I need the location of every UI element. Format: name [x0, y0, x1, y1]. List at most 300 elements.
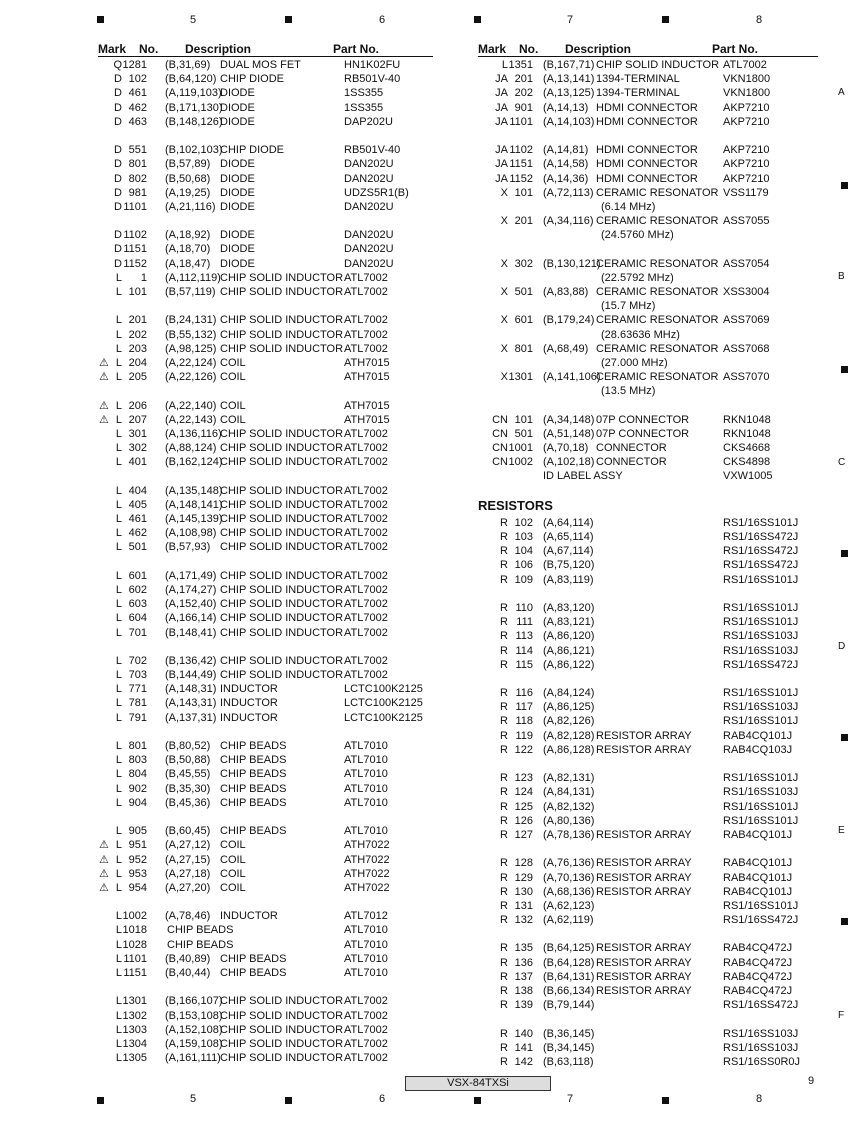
part-code: ATL7010: [344, 782, 388, 795]
part-location: (B,55,132): [165, 328, 217, 341]
part-mark: L: [115, 541, 122, 554]
part-code: 1SS355: [344, 101, 384, 114]
part-location: (A,83,119): [543, 573, 594, 586]
part-description: COIL: [220, 839, 246, 852]
part-mark: L: [115, 867, 122, 880]
parts-row: [478, 370, 818, 384]
part-code: DAP202U: [344, 115, 393, 128]
part-description: CHIP SOLID INDUCTOR: [220, 1037, 344, 1050]
part-location: (A,86,122): [543, 658, 595, 671]
part-code: RKN1048: [723, 413, 771, 426]
part-code: VKN1800: [723, 87, 771, 100]
parts-row: [478, 1041, 818, 1055]
part-location: (B,31,69): [165, 59, 211, 71]
part-code: AKP7210: [723, 144, 770, 157]
registration-mark: [841, 366, 848, 373]
part-code: ATL7002: [344, 527, 388, 540]
part-code: ATL7002: [344, 995, 388, 1008]
part-description: DIODE: [220, 115, 255, 128]
parts-row: [478, 785, 818, 799]
parts-row: [98, 186, 433, 200]
part-code: RS1/16SS472J: [723, 658, 799, 671]
part-location: (A,86,125): [543, 701, 595, 714]
part-location: (B,167,71): [543, 59, 595, 71]
part-code: VXW1005: [723, 470, 773, 483]
part-number: 103: [514, 531, 533, 543]
part-location: (A,14,13): [543, 101, 589, 114]
part-number: 109: [514, 573, 533, 586]
part-mark: R: [500, 545, 508, 558]
part-code: UDZS5R1(B): [344, 186, 409, 199]
parts-row: [98, 257, 433, 271]
part-description: DIODE: [220, 101, 255, 114]
part-description: DIODE: [220, 200, 255, 213]
column-number: 5: [190, 1093, 197, 1105]
part-number: 136: [514, 956, 533, 969]
parts-row: [98, 583, 433, 597]
part-mark: L: [115, 498, 122, 511]
parts-row: [478, 899, 818, 913]
part-code: LCTC100K2125: [344, 711, 423, 724]
part-description: CERAMIC RESONATOR: [596, 215, 719, 228]
part-description: 1394-TERMINAL: [596, 87, 680, 100]
part-description: DIODE: [220, 229, 255, 242]
column-number: 7: [567, 14, 574, 26]
part-mark: L: [115, 711, 122, 724]
part-number: 1305: [122, 1052, 147, 1065]
part-mark: R: [500, 885, 508, 898]
part-code: DAN202U: [344, 257, 394, 270]
part-location: (B,162,124): [165, 456, 223, 469]
part-location: (A,83,120): [543, 601, 595, 614]
parts-row: [478, 356, 818, 370]
part-number: 1018: [122, 924, 147, 937]
part-number: 1151: [123, 967, 147, 979]
part-location: (B,148,41): [165, 626, 217, 639]
part-number: 1002: [122, 910, 147, 923]
part-code: ATL7010: [344, 740, 388, 752]
part-location: (A,34,148): [543, 413, 595, 426]
part-location: (A,112,119): [165, 271, 221, 284]
part-location: (A,70,18): [543, 442, 589, 455]
part-number: 207: [128, 413, 147, 426]
part-number: 1: [140, 271, 147, 284]
part-location: (B,57,89): [165, 158, 211, 171]
part-number: 141: [514, 1041, 533, 1054]
part-code: RAB4CQ101J: [723, 729, 793, 742]
part-description: 1394-TERMINAL: [596, 73, 680, 86]
part-code: ASS7070: [723, 371, 770, 384]
part-number: 140: [514, 1027, 533, 1040]
part-location: (A,27,12): [165, 839, 211, 852]
part-location: (B,130,121): [543, 257, 601, 270]
parts-row: [98, 838, 433, 852]
part-location: (B,102,103): [165, 144, 223, 157]
part-number: 1101: [123, 952, 147, 965]
part-location: (B,64,120): [165, 73, 217, 86]
part-location: (A,84,131): [543, 786, 595, 799]
parts-row: [478, 871, 818, 885]
part-location: (A,161,111): [165, 1052, 221, 1065]
part-description: CHIP SOLID INDUCTOR: [220, 498, 344, 511]
part-number: 110: [515, 601, 533, 614]
part-code: RS1/16SS101J: [723, 616, 799, 629]
part-description: DIODE: [220, 87, 255, 100]
part-mark: L: [115, 356, 122, 369]
parts-row: [98, 739, 433, 753]
part-number: 463: [128, 115, 147, 128]
part-mark: JA: [495, 144, 508, 157]
parts-row: [98, 200, 433, 214]
part-location: (A,68,136): [543, 885, 595, 898]
part-description: RESISTOR ARRAY: [596, 871, 692, 884]
part-mark: R: [500, 715, 508, 728]
parts-row: [98, 271, 433, 285]
row-spacer: [478, 842, 818, 856]
registration-mark: [841, 734, 848, 741]
part-description: RESISTOR ARRAY: [596, 857, 692, 870]
part-number: 1304: [122, 1037, 147, 1050]
part-mark: X: [500, 215, 508, 228]
part-code: RS1/16SS101J: [723, 715, 799, 728]
part-code: RS1/16SS103J: [723, 644, 799, 657]
part-mark: R: [500, 985, 508, 997]
part-code: ATL7002: [344, 484, 388, 497]
part-description: CHIP SOLID INDUCTOR: [220, 1052, 344, 1065]
parts-row: [478, 228, 818, 242]
part-location: (A,70,136): [543, 871, 595, 884]
part-description: DIODE: [220, 186, 255, 199]
parts-row: [478, 615, 818, 629]
part-code: ATL7002: [344, 626, 388, 639]
part-code: HN1K02FU: [344, 59, 401, 71]
table-header: [98, 42, 433, 56]
part-description: CERAMIC RESONATOR: [596, 286, 719, 298]
part-code: ATL7002: [344, 513, 388, 525]
row-spacer: [478, 587, 818, 601]
parts-row: [98, 782, 433, 796]
part-mark: D: [114, 87, 122, 100]
part-code: VSS1179: [723, 186, 769, 199]
part-number: 116: [515, 687, 533, 700]
part-number: 122: [514, 743, 533, 756]
header-description: Description: [185, 42, 252, 56]
part-mark: L: [115, 768, 122, 781]
part-mark: L: [115, 342, 122, 355]
part-mark: JA: [495, 158, 508, 171]
part-number: 102: [514, 516, 533, 529]
parts-row: [478, 644, 818, 658]
parts-row: [98, 597, 433, 611]
part-location: (A,62,119): [543, 914, 594, 927]
parts-row: [478, 544, 818, 558]
part-mark: L: [115, 853, 122, 866]
part-description: COIL: [220, 399, 246, 412]
parts-row: [478, 573, 818, 587]
safety-warning-icon: ⚠: [99, 399, 109, 412]
parts-row: [478, 469, 818, 483]
part-number: 501: [128, 541, 147, 554]
part-number: 1101: [123, 200, 147, 213]
header-description: Description: [565, 42, 632, 56]
part-mark: X: [500, 371, 508, 384]
part-description: RESISTOR ARRAY: [596, 885, 692, 898]
part-mark: L: [115, 654, 122, 667]
part-mark: R: [500, 772, 508, 785]
part-location: (B,45,55): [165, 768, 211, 781]
part-mark: R: [500, 786, 508, 799]
part-description: CHIP BEADS: [220, 952, 287, 965]
row-spacer: [478, 927, 818, 941]
part-mark: L: [115, 796, 122, 809]
part-location: (A,83,121): [543, 616, 595, 629]
part-location: (A,82,131): [543, 772, 595, 785]
right-parts-column: [478, 42, 818, 1069]
part-number: 135: [514, 942, 533, 955]
row-spacer: [478, 757, 818, 771]
part-code: ATL7002: [344, 1009, 388, 1022]
part-description: 07P CONNECTOR: [596, 427, 690, 440]
part-code: RS1/16SS472J: [723, 559, 799, 572]
part-description: HDMI CONNECTOR: [596, 101, 698, 114]
part-mark: R: [500, 1027, 508, 1040]
parts-row: [478, 658, 818, 672]
parts-row: [98, 58, 433, 72]
row-letter: A: [838, 87, 845, 98]
part-code: ATL7002: [344, 583, 388, 596]
part-code: RAB4CQ472J: [723, 956, 793, 969]
part-number: 405: [128, 498, 147, 511]
part-code: AKP7210: [723, 101, 770, 114]
part-location: (B,148,126): [165, 115, 223, 128]
part-mark: L: [115, 371, 122, 384]
part-number: 1001: [508, 442, 533, 455]
part-number: 101: [514, 413, 533, 426]
parts-row: [98, 1051, 433, 1065]
part-mark: R: [500, 687, 508, 700]
part-description: INDUCTOR: [220, 697, 278, 710]
part-mark: JA: [495, 87, 508, 100]
part-code: ATH7015: [344, 356, 390, 369]
part-mark: JA: [495, 73, 508, 86]
parts-row: [98, 938, 433, 952]
part-mark: L: [115, 1037, 122, 1050]
part-description: DUAL MOS FET: [220, 59, 301, 71]
parts-row: [478, 970, 818, 984]
part-location: (A,68,49): [543, 342, 589, 355]
part-description: DIODE: [220, 172, 255, 185]
parts-row: [98, 427, 433, 441]
part-mark: R: [500, 630, 508, 643]
part-number: 801: [514, 342, 533, 355]
part-location: (A,80,136): [543, 814, 595, 827]
part-mark: X: [500, 257, 508, 270]
parts-row: [98, 824, 433, 838]
part-number: 137: [514, 970, 533, 983]
part-code: RS1/16SS101J: [723, 601, 799, 614]
part-number: 461: [128, 513, 147, 525]
part-code: RS1/16SS101J: [723, 814, 799, 827]
part-number: 124: [514, 786, 533, 799]
parts-row: [478, 214, 818, 228]
part-location: (A,14,81): [543, 144, 589, 157]
part-mark: L: [115, 513, 122, 525]
part-number: 201: [128, 314, 147, 327]
parts-row: [98, 143, 433, 157]
part-mark: L: [115, 271, 122, 284]
part-location: (A,19,25): [165, 186, 211, 199]
part-mark: L: [115, 527, 122, 540]
part-location: (A,82,128): [543, 729, 595, 742]
parts-row: [98, 767, 433, 781]
parts-row: [478, 200, 818, 214]
parts-row: [98, 611, 433, 625]
part-code: DAN202U: [344, 158, 394, 171]
part-number: 1028: [122, 938, 147, 951]
part-number: 301: [128, 427, 147, 440]
part-description: CHIP SOLID INDUCTOR: [596, 59, 720, 71]
parts-row: [478, 299, 818, 313]
parts-row: [98, 356, 433, 370]
part-mark: L: [115, 626, 122, 639]
part-number: 123: [514, 772, 533, 785]
part-number: 791: [128, 711, 147, 724]
part-code: RKN1048: [723, 427, 771, 440]
part-code: VKN1800: [723, 73, 771, 86]
part-number: 603: [128, 598, 147, 611]
part-location: (B,50,88): [165, 754, 211, 767]
part-description: CHIP BEADS: [167, 924, 234, 937]
part-mark: L: [115, 952, 122, 965]
part-location: (A,84,124): [543, 687, 595, 700]
part-code: AKP7210: [723, 158, 770, 171]
part-location: (A,27,18): [165, 867, 211, 880]
part-code: ATL7010: [344, 754, 388, 767]
part-description: CHIP BEADS: [220, 768, 287, 781]
part-location: (A,152,108): [165, 1023, 223, 1036]
part-mark: CN: [492, 413, 508, 426]
part-location: (B,64,131): [543, 970, 595, 983]
part-code: RS1/16SS103J: [723, 1041, 799, 1054]
part-number: 302: [514, 257, 533, 270]
safety-warning-icon: ⚠: [99, 867, 109, 880]
part-location: (A,82,126): [543, 715, 595, 728]
part-number: 954: [128, 881, 147, 894]
part-location: (A,27,15): [165, 853, 211, 866]
part-number: 702: [128, 654, 147, 667]
parts-row: [478, 143, 818, 157]
safety-warning-icon: ⚠: [99, 371, 109, 384]
part-location: (A,76,136): [543, 857, 595, 870]
part-number: 951: [128, 839, 147, 852]
part-location: (A,108,98): [165, 527, 217, 540]
part-description: INDUCTOR: [220, 711, 278, 724]
part-description: CHIP BEADS: [220, 782, 287, 795]
part-location: (A,22,140): [165, 399, 217, 412]
part-description: DIODE: [220, 257, 255, 270]
part-location: (A,119,103): [165, 87, 222, 100]
part-mark: R: [500, 701, 508, 714]
part-number: 1002: [508, 456, 533, 469]
part-mark: R: [500, 871, 508, 884]
part-description: (13.5 MHz): [601, 385, 656, 398]
part-mark: Q: [113, 59, 122, 71]
part-code: ASS7068: [723, 342, 770, 355]
part-code: ATL7002: [344, 427, 388, 440]
parts-row: [98, 370, 433, 384]
part-code: RS1/16SS472J: [723, 999, 799, 1012]
parts-row: [478, 313, 818, 327]
column-number: 8: [756, 14, 763, 26]
part-number: 302: [128, 442, 147, 455]
parts-row: [98, 569, 433, 583]
part-location: (A,86,128): [543, 743, 595, 756]
parts-row: [98, 441, 433, 455]
part-location: (A,83,88): [543, 286, 589, 298]
part-number: 802: [128, 172, 147, 185]
part-number: 201: [514, 215, 533, 228]
part-mark: L: [115, 825, 122, 838]
parts-row: [98, 342, 433, 356]
part-number: 1102: [509, 144, 533, 157]
part-code: RS1/16SS101J: [723, 687, 799, 700]
part-mark: L: [115, 740, 122, 752]
part-code: ATL7002: [344, 1023, 388, 1036]
row-spacer: [98, 299, 433, 313]
part-description: RESISTOR ARRAY: [596, 942, 692, 955]
part-code: RS1/16SS103J: [723, 786, 799, 799]
part-location: (A,67,114): [543, 545, 594, 558]
part-number: 101: [128, 286, 147, 298]
part-number: 1151: [123, 243, 147, 256]
part-location: (B,80,52): [165, 740, 211, 752]
part-number: 771: [128, 683, 147, 696]
part-number: 201: [514, 73, 533, 86]
part-mark: L: [115, 612, 122, 625]
part-number: 981: [128, 186, 147, 199]
part-code: ATL7002: [344, 598, 388, 611]
row-spacer: [478, 129, 818, 143]
part-mark: L: [115, 967, 122, 979]
part-code: 1SS355: [344, 87, 384, 100]
registration-mark: [474, 1097, 481, 1104]
part-code: RAB4CQ101J: [723, 871, 793, 884]
part-description: COIL: [220, 413, 246, 426]
part-description: CHIP BEADS: [220, 825, 287, 838]
parts-row: [98, 484, 433, 498]
part-mark: R: [500, 1055, 508, 1068]
part-number: 1301: [508, 371, 533, 384]
part-mark: L: [115, 569, 122, 582]
part-mark: R: [500, 573, 508, 586]
parts-row: [98, 512, 433, 526]
part-description: INDUCTOR: [220, 910, 278, 923]
parts-row: [478, 729, 818, 743]
part-description: INDUCTOR: [220, 683, 278, 696]
row-spacer: [478, 242, 818, 256]
part-mark: R: [500, 516, 508, 529]
part-number: 127: [514, 828, 533, 841]
part-mark: L: [115, 598, 122, 611]
parts-row: [98, 994, 433, 1008]
part-code: ATL7002: [344, 328, 388, 341]
part-number: 119: [515, 729, 533, 742]
part-mark: L: [115, 754, 122, 767]
part-description: CHIP SOLID INDUCTOR: [220, 1023, 344, 1036]
part-number: 101: [514, 186, 533, 199]
part-description: HDMI CONNECTOR: [596, 158, 698, 171]
part-code: ATL7002: [344, 442, 388, 455]
